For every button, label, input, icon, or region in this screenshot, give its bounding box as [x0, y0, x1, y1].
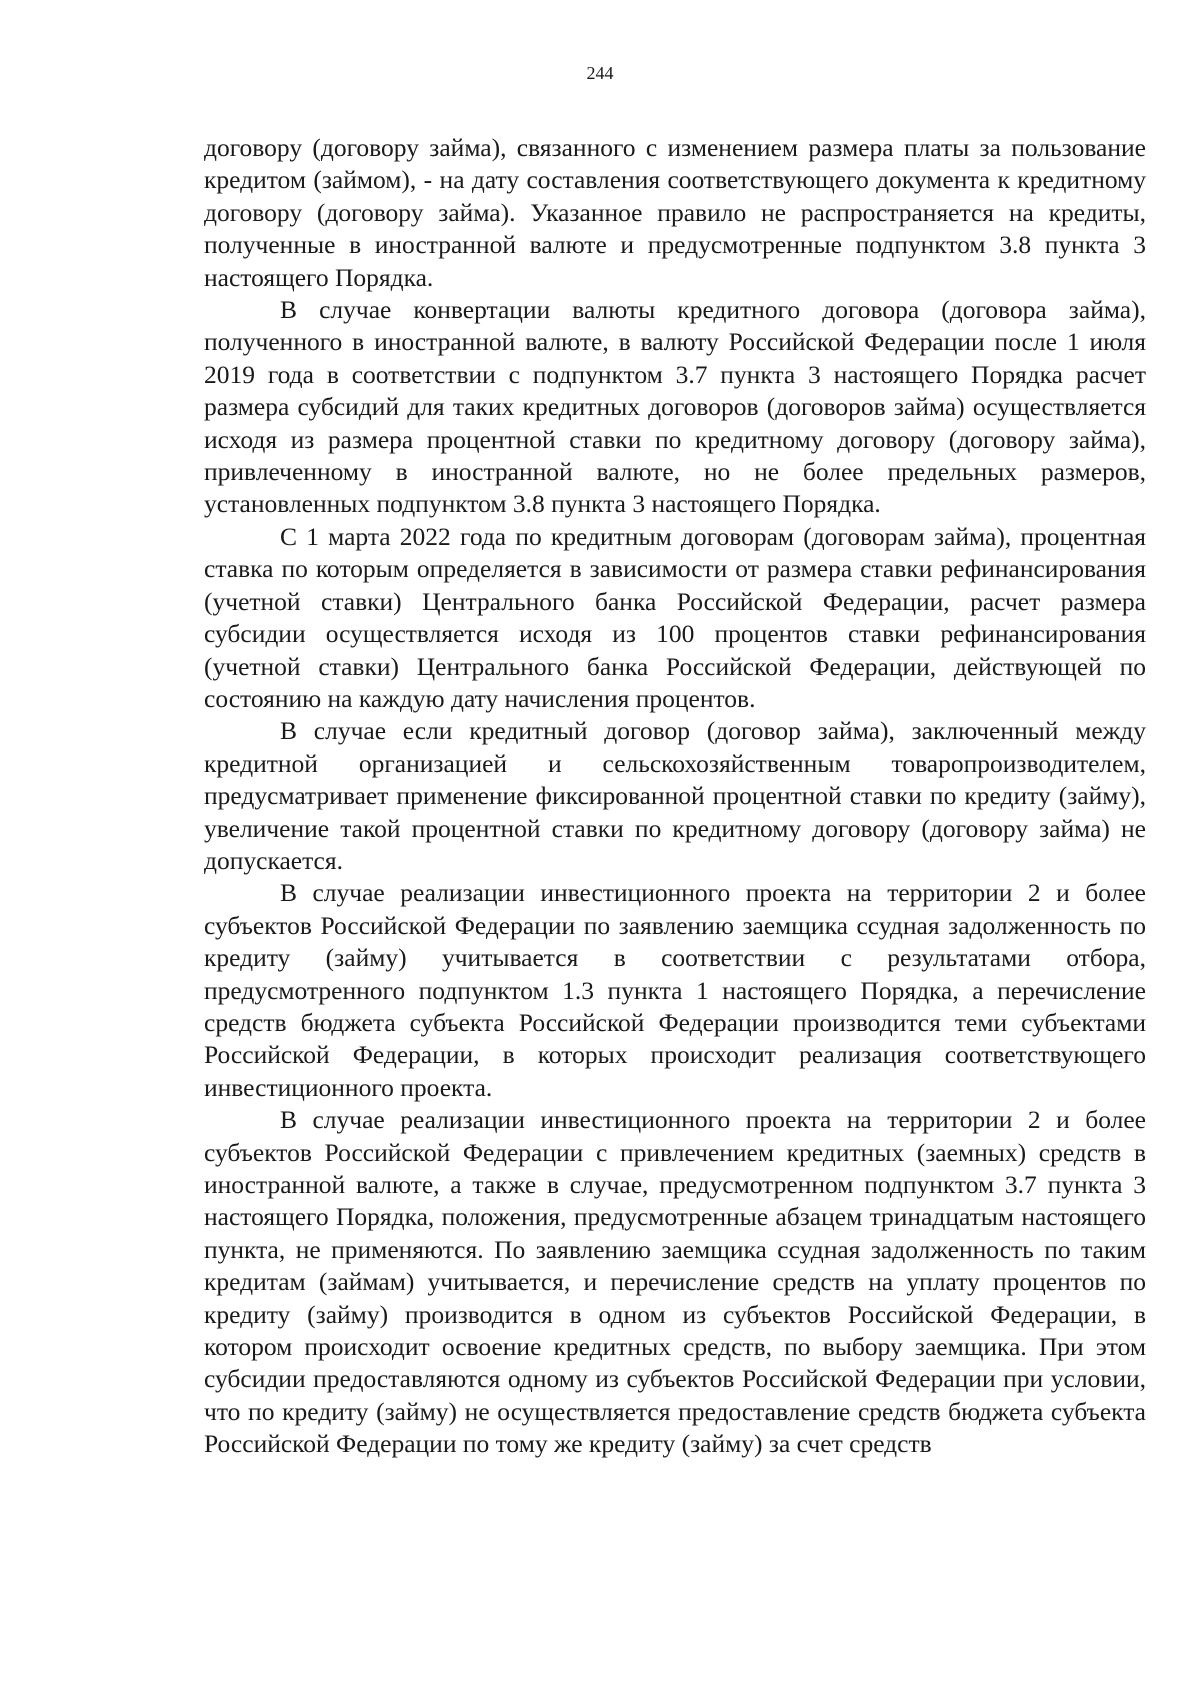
paragraph-fixed-rate: В случае если кредитный договор (договор займа), заключенный между кредитной организацией и сельскохозяйственным товаропроизводителем, предусматривает применение фиксированной процентной ставки по кредиту (займу), увеличение такой процентной ставки по кредитному договору (договору займа) не допускается. [204, 716, 1146, 875]
paragraph-refinancing-rate: С 1 марта 2022 года по кредитным договорам (договорам займа), процентная ставка по которым определяется в зависимости от размера ставки рефинансирования (учетной ставки) Центрального банка Российской Федерации, расчет размера субсидии осуществляется исходя из 100 процентов ставки рефинансирования (учетной ставки) Центрального банка Российской Федерации, действующей по состоянию на каждую дату начисления процентов. [204, 521, 1146, 713]
document-body [204, 132, 1146, 1461]
page-number: 244 [586, 63, 614, 83]
paragraph-currency-conversion: В случае конвертации валюты кредитного договора (договора займа), полученного в иностранной валюте, в валюту Российской Федерации после 1 июля 2019 года в соответствии с подпунктом 3.7 пункта 3 настоящего Порядка расчет размера субсидий для таких кредитных договоров (договоров займа) осуществляется исходя из размера процентной ставки по кредитному договору (договору займа), привлеченному в иностранной валюте, но не более предельных размеров, установленных подпунктом 3.8 пункта 3 настоящего Порядка. [204, 295, 1146, 519]
paragraph-continuation: договору (договору займа), связанного с изменением размера платы за пользование кредитом (займом), - на дату составления соответствующего документа к кредитному договору (договору займа). Указанное правило не распространяется на кредиты, полученные в иностранной валюте и предусмотренные подпунктом 3.8 пункта 3 настоящего Порядка. [204, 133, 1146, 292]
paragraph-foreign-currency-project: В случае реализации инвестиционного проекта на территории 2 и более субъектов Российской Федерации с привлечением кредитных (заемных) средств в иностранной валюте, а также в случае, предусмотренном подпунктом 3.7 пункта 3 настоящего Порядка, положения, предусмотренные абзацем тринадцатым настоящего пункта, не применяются. По заявлению заемщика ссудная задолженность по таким кредитам (займам) учитывается, и перечисление средств на уплату процентов по кредиту (займу) производится в одном из субъектов Российской Федерации, в котором происходит освоение кредитных средств, по выбору заемщика. При этом субсидии предоставляются одному из субъектов Российской Федерации при условии, что по кредиту (займу) не осуществляется предоставление средств бюджета субъекта Российской Федерации по тому же кредиту (займу) за счет средств [204, 1105, 1146, 1459]
paragraph-multi-region-project: В случае реализации инвестиционного проекта на территории 2 и более субъектов Российской Федерации по заявлению заемщика ссудная задолженность по кредиту (займу) учитывается в соответствии с результатами отбора, предусмотренного подпунктом 1.3 пункта 1 настоящего Порядка, а перечисление средств бюджета субъекта Российской Федерации производится теми субъектами Российской Федерации, в которых происходит реализация соответствующего инвестиционного проекта. [204, 878, 1146, 1102]
